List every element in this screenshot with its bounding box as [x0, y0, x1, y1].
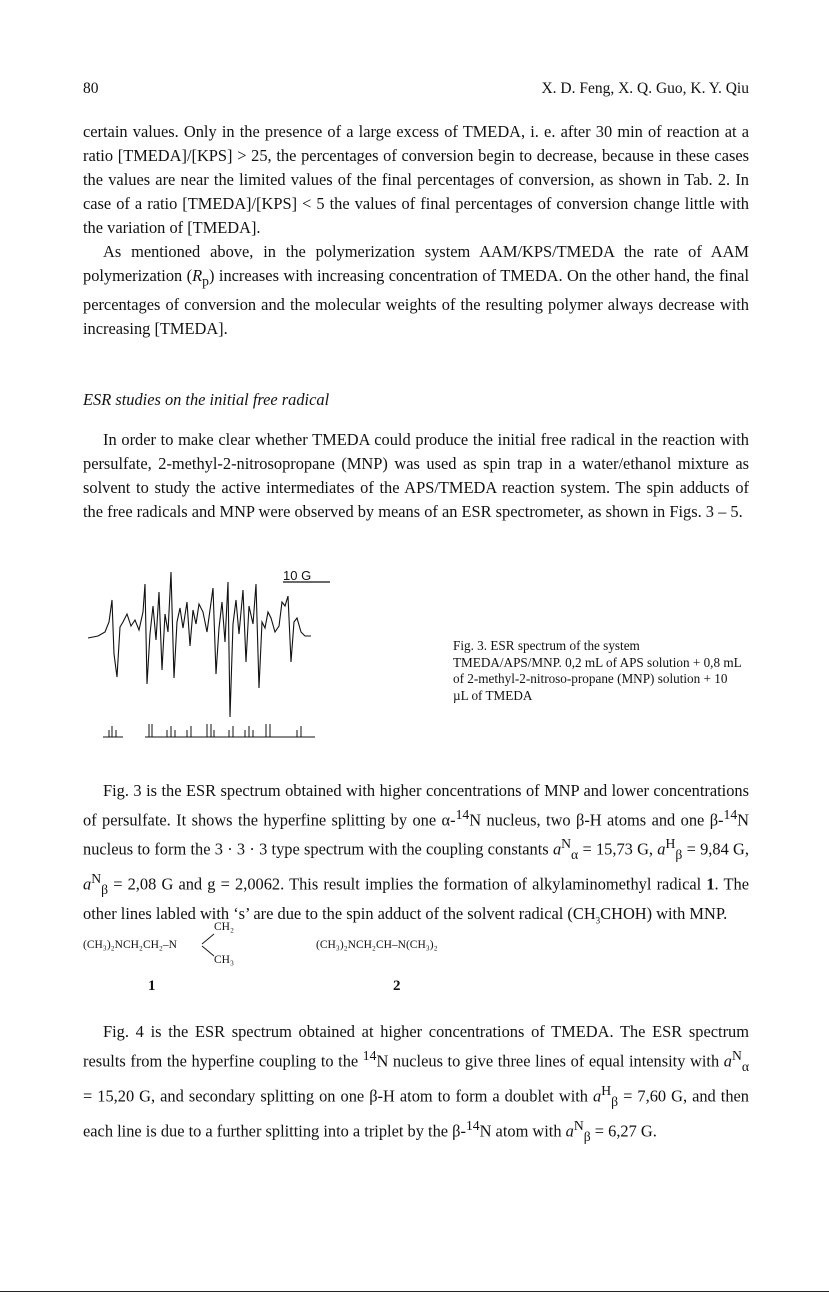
paragraph-4 — [83, 779, 749, 932]
paragraph-4-text — [83, 779, 749, 932]
section-heading: ESR studies on the initial free radical — [83, 390, 330, 409]
paragraph-2 — [83, 240, 749, 341]
p4-b: N nucleus, two β-H atoms and one β- — [469, 810, 724, 830]
structure-1-label: 1 — [148, 978, 156, 994]
coupling-sub: β — [675, 847, 683, 863]
p5-f: = 6,27 G. — [594, 1120, 657, 1140]
coupling-a: a — [565, 1120, 574, 1140]
structure-1-main — [83, 938, 177, 952]
p4-c: N nucleus to form the 3 · 3 · 3 type spectrum with the coupling constants — [83, 810, 749, 859]
p5-d: = 7,60 G, and then each line is due to a further splitting into a triplet by the β- — [83, 1086, 749, 1140]
paragraph-1: certain values. Only in the presence of a large excess of TMEDA, i. e. after 30 min of reaction at a ratio [TMEDA]/[KPS] > 25, the percentages of conversion begin to decrease, because in these cases the values are near the limited values of the final percentages of conversion, as shown in Tab. 2. In case of a ratio [TMEDA]/[KPS] < 5 the values of final percentages of conversion change little with the variation of [TMEDA]. — [83, 122, 749, 237]
paragraph-3 — [83, 428, 749, 524]
paragraph-5 — [83, 1020, 749, 1148]
coupling-sub: α — [571, 847, 579, 863]
structure-2-label: 2 — [393, 978, 401, 994]
p5-a: Fig. 4 is the ESR spectrum obtained at higher concentrations of TMEDA. The ESR spectrum results from the hyperfine coupling to the — [83, 1022, 749, 1071]
page-number: 80 — [83, 80, 99, 97]
structure-1-bottom: CH₃ — [214, 954, 234, 966]
coupling-a: a — [83, 874, 92, 894]
sub-3: 3 — [595, 915, 601, 926]
esr-spectrum-graphic — [83, 562, 383, 752]
coupling-sup: N — [561, 836, 572, 852]
running-header — [83, 80, 749, 104]
coupling-a: a — [552, 839, 562, 859]
coupling-a: a — [593, 1086, 602, 1106]
p4-aH: = 9,84 G, — [686, 839, 749, 859]
rp-symbol: R — [192, 266, 203, 285]
coupling-sup: N — [573, 1117, 584, 1133]
scale-label: 10 G — [283, 568, 312, 583]
coupling-sup: N — [91, 871, 102, 887]
coupling-sub: β — [611, 1093, 619, 1109]
p4-a: Fig. 3 is the ESR spectrum obtained with higher concentrations of MNP and lower concentrations of persulfate. It shows the hyperfine splitting by one α- — [83, 781, 749, 830]
p5-e: N atom with — [479, 1120, 566, 1140]
paragraph-5-text — [83, 1020, 749, 1148]
rp-subscript: p — [202, 273, 209, 289]
paragraph-2-text-b: ) increases with increasing concentration of TMEDA. On the other hand, the final percentages of conversion and the molecular weights of the resulting polymer always decrease with increasing [TMEDA]. — [83, 266, 750, 339]
coupling-a: a — [723, 1051, 732, 1071]
radical-1-ref: 1 — [706, 874, 715, 894]
figure-3 — [83, 562, 749, 752]
coupling-sup: N — [731, 1048, 742, 1063]
coupling-a: a — [657, 839, 666, 859]
p5-c: = 15,20 G, and secondary splitting on one β-H atom to form a doublet with — [83, 1086, 594, 1106]
paragraph-conversion — [83, 120, 749, 341]
p4-d: . The other lines labled with ‘s’ are due to the spin adduct of the solvent radical (CH — [83, 874, 749, 923]
structure-1-bonds — [200, 925, 220, 965]
paragraph-2-text-a: As mentioned above, in the polymerization system AAM/KPS/TMEDA the rate of AAM polymerization ( — [83, 242, 749, 285]
figure-3-caption: Fig. 3. ESR spectrum of the system TMEDA/APS/MNP. 0,2 mL of APS solution + 0,8 mL of 2-methyl-2-nitroso-propane (MNP) solution + 10 µL of TMEDA — [453, 638, 742, 703]
page-bottom-rule — [0, 1291, 829, 1292]
coupling-sup: H — [601, 1082, 612, 1098]
p5-b: N nucleus to give three lines of equal intensity with — [376, 1051, 724, 1071]
coupling-sub: α — [741, 1058, 749, 1074]
structure-1-formula: (CH₃)₂NCH₂CH₂–N — [83, 939, 177, 951]
p4-e: CHOH) with MNP. — [600, 903, 728, 923]
coupling-sub: β — [583, 1128, 591, 1144]
structure-1-top: CH₂ — [214, 921, 234, 933]
coupling-sup: H — [665, 836, 676, 852]
sup-14: 14 — [362, 1048, 377, 1063]
p4-aN: = 15,73 G, — [582, 839, 658, 859]
p4-aNb: = 2,08 G and g = 2,0062. This result implies the formation of alkylaminomethyl radical — [113, 874, 707, 894]
paragraph-3-text: In order to make clear whether TMEDA could produce the initial free radical in the reaction with persulfate, 2-methyl-2-nitrosopropane (MNP) was used as spin trap in a water/ethanol mixture as solvent to study the active intermediates of the APS/TMEDA reaction system. The spin adducts of the free radicals and MNP were observed by means of an ESR spectrometer, as shown in Figs. 3 – 5. — [83, 430, 749, 521]
coupling-sub: β — [101, 881, 109, 897]
spectrum-trace — [88, 572, 311, 717]
running-header-authors: X. D. Feng, X. Q. Guo, K. Y. Qiu — [541, 80, 749, 97]
sup-14: 14 — [455, 807, 470, 822]
structure-2-main: (CH₃)₂NCH₂CH–N(CH₃)₂ — [316, 939, 438, 951]
sup-14: 14 — [723, 807, 738, 822]
sup-14: 14 — [465, 1117, 480, 1133]
stick-diagram — [103, 724, 315, 737]
